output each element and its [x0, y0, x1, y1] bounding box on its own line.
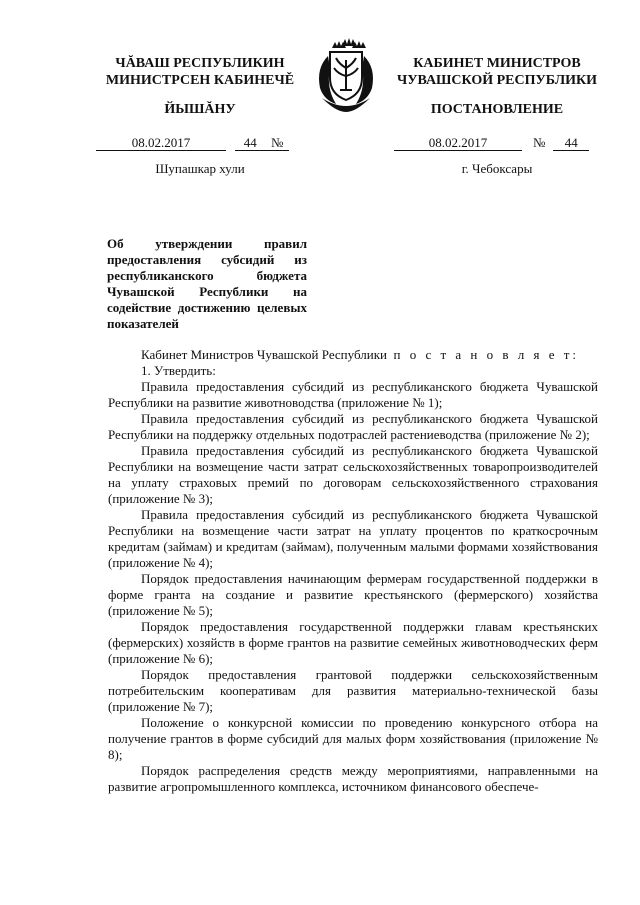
city-left: Шупашкар хули	[155, 161, 245, 176]
city-right: г. Чебоксары	[461, 161, 533, 176]
header-left-line1: ЧĂВАШ РЕСПУБЛИКИН	[115, 56, 285, 71]
header-right	[392, 55, 602, 89]
number-sign-right: №	[533, 135, 546, 150]
doctype-right: ПОСТАНОВЛЕНИЕ	[430, 102, 564, 117]
document-body	[108, 347, 598, 795]
paragraph-1: Правила предоставления субсидий из республиканского бюджета Чувашской Республики на развитие животноводства (приложение № 1);	[108, 379, 598, 410]
paragraph-2: Правила предоставления субсидий из республиканского бюджета Чувашской Республики на поддержку отдельных подотраслей растениеводства (приложение № 2);	[108, 411, 598, 442]
chuvash-coat-of-arms-icon	[306, 38, 386, 116]
header-right-line2: ЧУВАШСКОЙ РЕСПУБЛИКИ	[396, 73, 598, 88]
intro-main: Кабинет Министров Чувашской Республики	[141, 347, 387, 362]
item-1: 1. Утвердить:	[141, 363, 216, 378]
number-left: 44	[235, 136, 265, 151]
header-right-line1: КАБИНЕТ МИНИСТРОВ	[413, 56, 581, 71]
intro-paragraph	[108, 347, 598, 363]
intro-resolves: п о с т а н о в л я е т:	[393, 347, 580, 362]
date-number-left	[96, 135, 289, 151]
date-right: 08.02.2017	[394, 136, 522, 151]
paragraph-4: Правила предоставления субсидий из республиканского бюджета Чувашской Республики на возмещение части затрат на уплату процентов по краткосрочным кредитам (займам) и кредитам (займам), полученным малыми формами хозяйствования (приложение № 4);	[108, 507, 598, 570]
number-sign-left: №	[265, 136, 289, 151]
paragraph-5: Порядок предоставления начинающим фермерам государственной поддержки в форме гранта на создание и развитие крестьянского (фермерского) хозяйства (приложение № 5);	[108, 571, 598, 618]
doctype-left: ЙЫШĂНУ	[164, 102, 236, 117]
date-left: 08.02.2017	[96, 136, 226, 151]
date-number-right	[394, 135, 589, 151]
header-left	[95, 55, 305, 89]
paragraph-9: Порядок распределения средств между мероприятиями, направленными на развитие агропромышленного комплекса, источником финансового обеспече-	[108, 763, 598, 794]
paragraph-6: Порядок предоставления государственной поддержки главам крестьянских (фермерских) хозяйств в форме грантов на развитие семейных животноводческих ферм (приложение № 6);	[108, 619, 598, 666]
paragraph-3: Правила предоставления субсидий из республиканского бюджета Чувашской Республики на возмещение части затрат сельскохозяйственных товаропроизводителей на уплату страховых премий по договорам сельскохозяйственного страхования (приложение № 3);	[108, 443, 598, 506]
paragraph-7: Порядок предоставления грантовой поддержки сельскохозяйственным потребительским кооперативам для развития материально-технической базы (приложение № 7);	[108, 667, 598, 714]
paragraph-8: Положение о конкурсной комиссии по проведению конкурсного отбора на получение грантов в форме субсидий для малых форм хозяйствования (приложение № 8);	[108, 715, 598, 762]
number-right: 44	[553, 136, 589, 151]
header-left-line2: МИНИСТРСЕН КАБИНЕЧĚ	[105, 73, 295, 88]
document-title: Об утверждении правил предоставления субсидий из республиканского бюджета Чувашской Республики на содействие достижению целевых показателей	[107, 236, 307, 331]
